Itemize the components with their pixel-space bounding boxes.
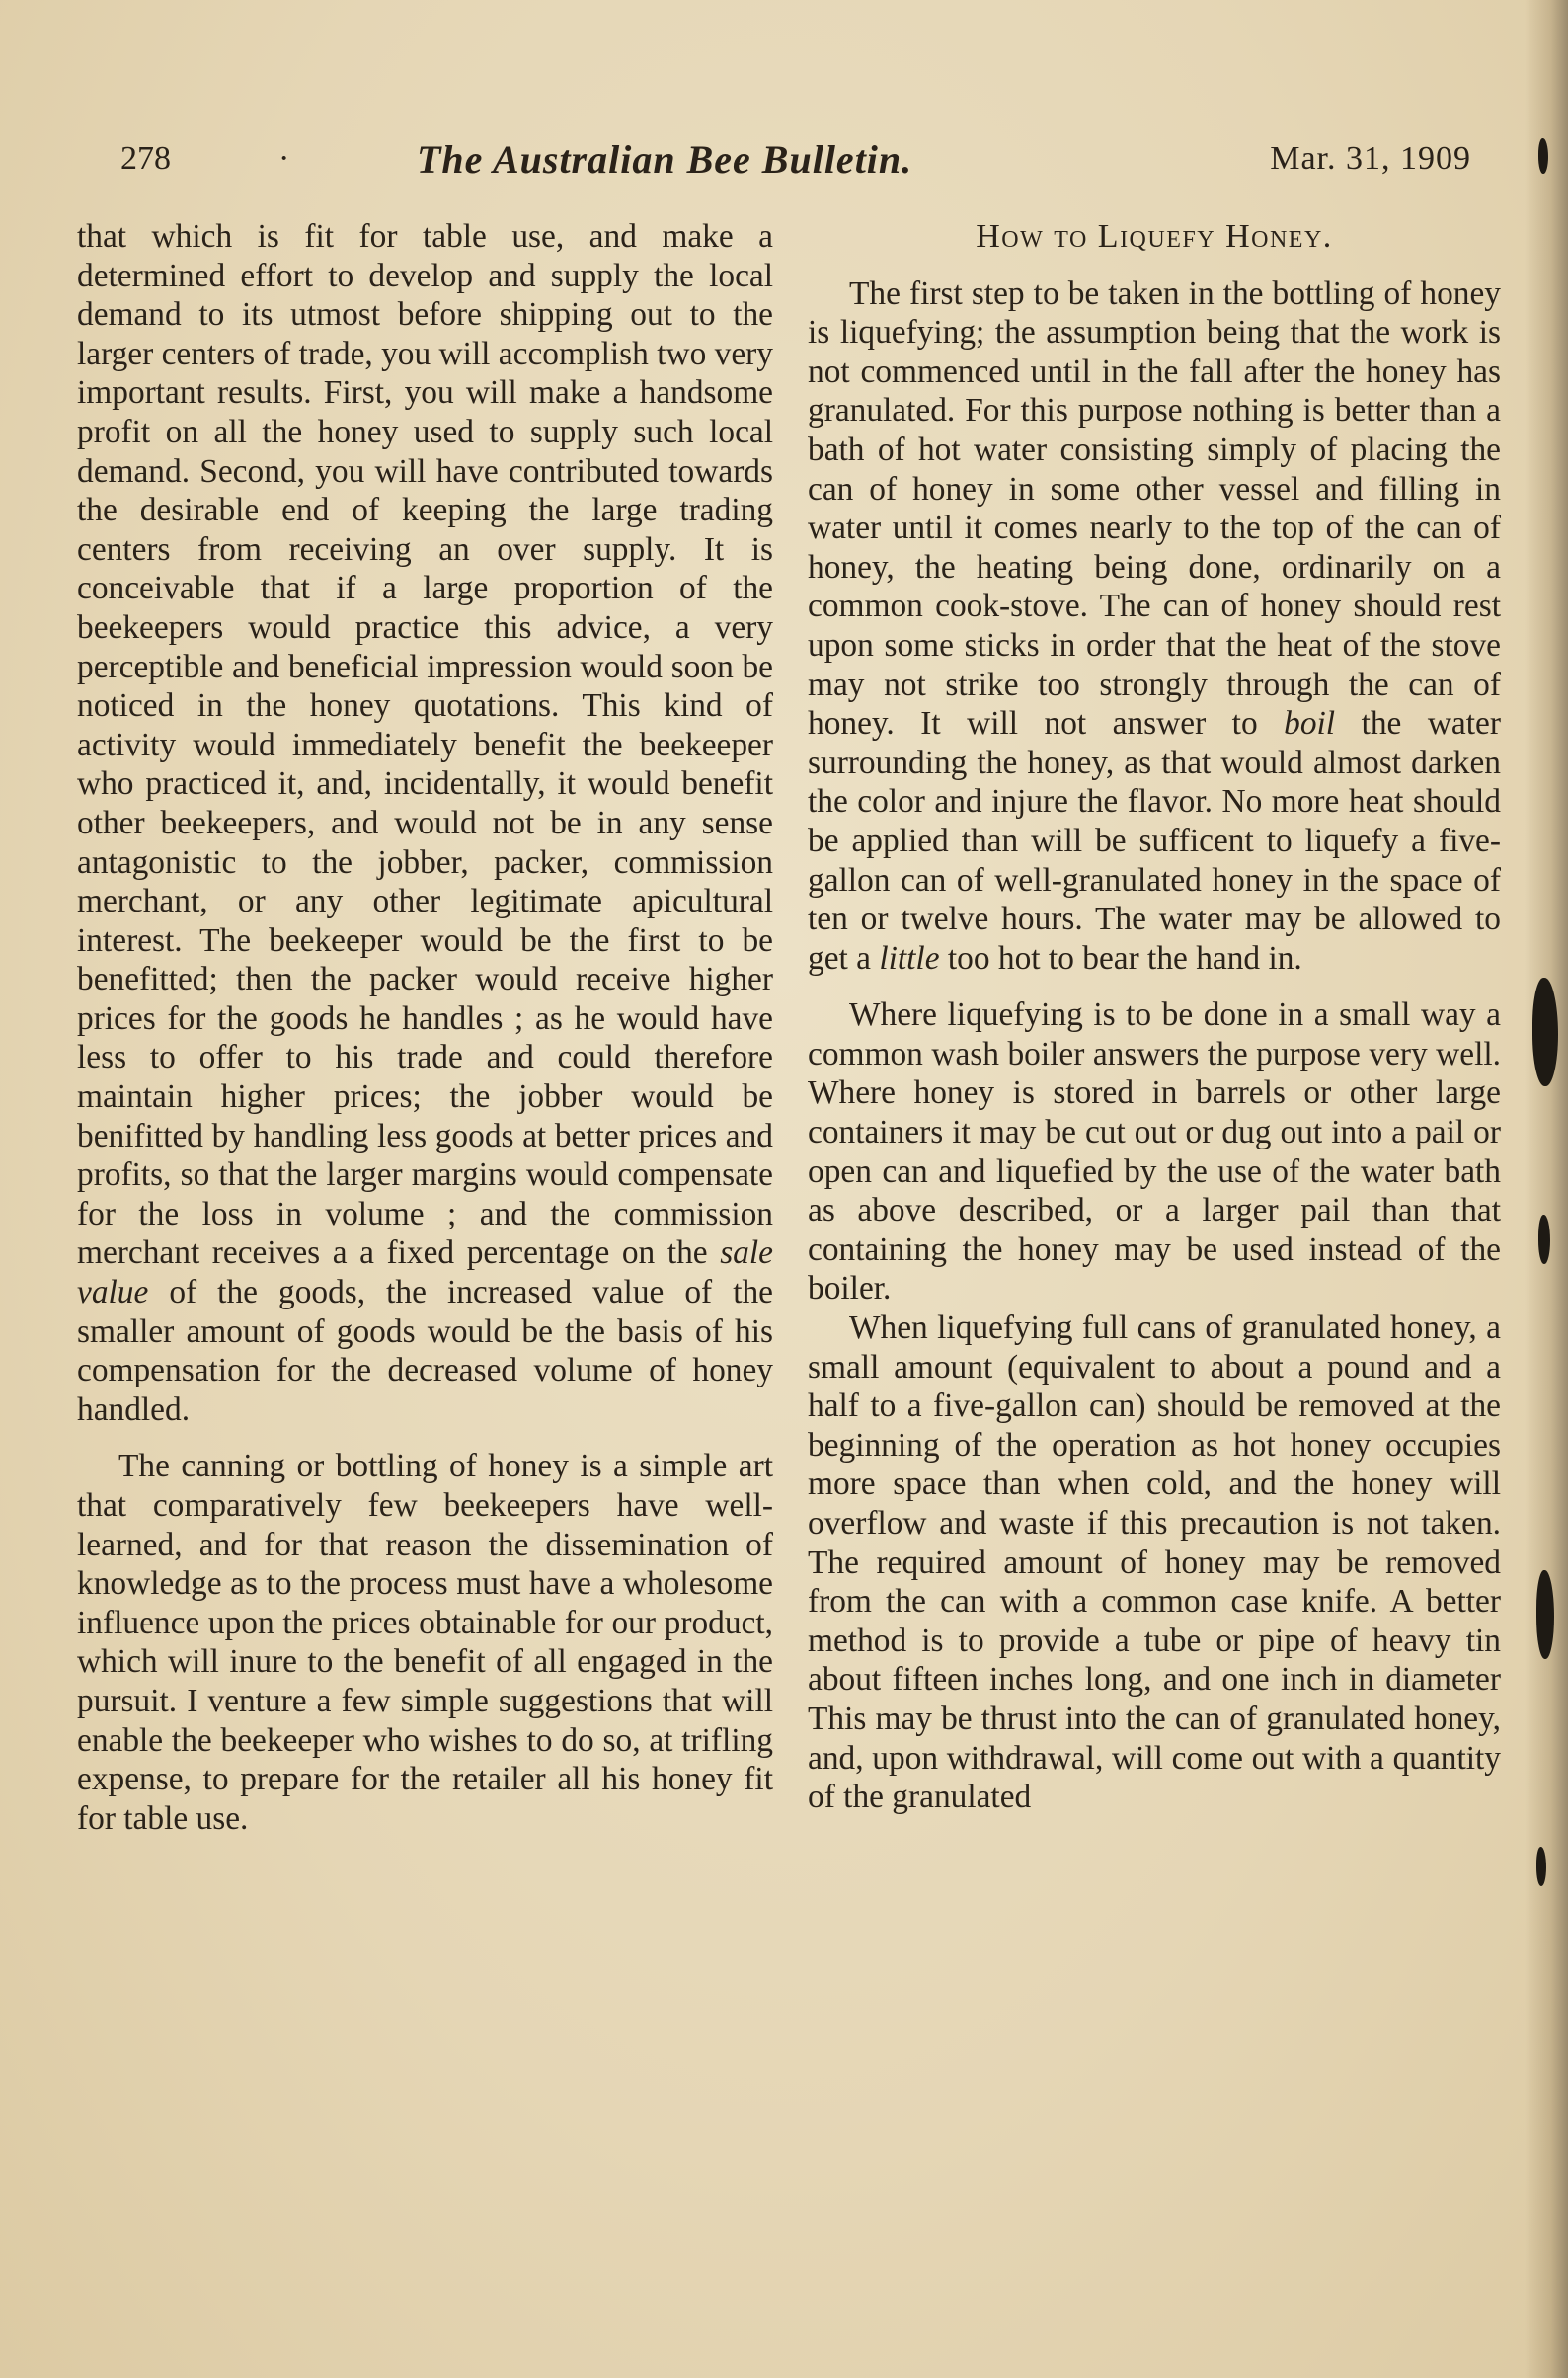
- ink-blot-5: [1536, 1847, 1546, 1886]
- issue-date: Mar. 31, 1909: [1270, 140, 1471, 177]
- ink-blot-3: [1538, 1215, 1550, 1264]
- running-header: [120, 136, 1471, 196]
- right-paragraph-3: When liquefying full cans of granulated honey, a small amount (equivalent to about a pound and a half to a five-gallon can) should be removed at the beginning of the operation as hot honey occupies more space than when cold, and the honey will overflow and waste if this precaution is not taken. The required amount of honey may be removed from the can with a common case knife. A better method is to provide a tube or pipe of heavy tin about fifteen inches long, and one inch in diameter This may be thrust into the can of granulated honey, and, upon withdrawal, will come out with a quantity of the granulated: [808, 1309, 1501, 1816]
- right-p1-italic-little: little: [879, 939, 940, 977]
- ink-blot-4: [1538, 138, 1548, 174]
- journal-title: The Australian Bee Bulletin.: [417, 137, 913, 182]
- right-paragraph-1: [808, 275, 1501, 979]
- left-column: [77, 217, 773, 1838]
- right-p1-a: The first step to be taken in the bottling of honey is liquefying; the assumption being that the work is not commenced until in the fall after the honey has granulated. For this purpose nothing is better than a bath of hot water consisting simply of placing the can of honey in some other vessel and filling in water until it comes nearly to the top of the can of honey, the heating being done, ordinarily on a common cook-stove. The can of honey should rest upon some sticks in order that the heat of the stove may not strike too strongly through the can of honey. It will not answer to: [808, 275, 1501, 743]
- header-separator: ·: [278, 140, 290, 177]
- ink-blot-1: [1532, 978, 1558, 1086]
- ink-blot-2: [1536, 1570, 1554, 1659]
- right-p1-italic-boil: boil: [1284, 705, 1336, 743]
- page-edge-shadow: [1525, 0, 1568, 2378]
- left-paragraph-2: The canning or bottling of honey is a simple art that comparatively few beekeepers have well-learned, and for that reason the dissemination of knowledge as to the process must have a wholesome influence upon the prices obtainable for our product, which will inure to the benefit of all engaged in the pursuit. I venture a few simple suggestions that will enable the beekeeper who wishes to do so, at trifling expense, to prepare for the retailer all his honey fit for table use.: [77, 1448, 773, 1837]
- left-p1-italic: sale value: [77, 1234, 773, 1311]
- section-title: How to Liquefy Honey.: [976, 218, 1333, 255]
- right-p1-b: the water surrounding the honey, as that would almost darken the color and injure the flavor. No more heat should be applied than will be sufficent to liquefy a five-gallon can of well-granulated honey in the space of ten or twelve hours. The water may be allowed to get a: [808, 705, 1501, 977]
- page-number: 278: [120, 140, 171, 177]
- left-paragraph-1: [77, 217, 773, 1429]
- right-p1-c: too hot to bear the hand in.: [947, 939, 1302, 977]
- right-paragraph-2: Where liquefying is to be done in a small way a common wash boiler answers the purpose very well. Where honey is stored in barrels or other large containers it may be cut out or dug out into a pail or open can and liquefied by the use of the water bath as above described, or a larger pail than that containing the honey may be used instead of the boiler.: [808, 996, 1501, 1308]
- left-p1-end: of the goods, the increased value of the smaller amount of goods would be the basis of his compensation for the decreased volume of honey handled.: [77, 1274, 773, 1428]
- right-column: [808, 217, 1501, 1817]
- left-p1-text: that which is fit for table use, and make a determined effort to develop and supply the local demand to its utmost before shipping out to the larger centers of trade, you will accomplish two very important results. First, you will make a handsome profit on all the honey used to supply such local demand. Second, you will have contributed towards the desirable end of keeping the large trading centers from receiving an over supply. It is conceivable that if a large proportion of the beekeepers would practice this advice, a very perceptible and beneficial impression would soon be noticed in the honey quotations. This kind of activity would immediately benefit the beekeeper who practiced it, and, incidentally, it would benefit other beekeepers, and would not be in any sense antagonistic to the jobber, packer, commission merchant, or any other legitimate apicultural interest. The beekeeper would be the first to be benefitted; then the packer would receive higher prices for the goods he handles ; as he would have less to offer to his trade and could therefore maintain higher prices; the jobber would be benifitted by handling less goods at better prices and profits, so that the larger margins would compensate for the loss in volume ; and the commission merchant receives a a fixed percentage on the: [77, 218, 773, 1272]
